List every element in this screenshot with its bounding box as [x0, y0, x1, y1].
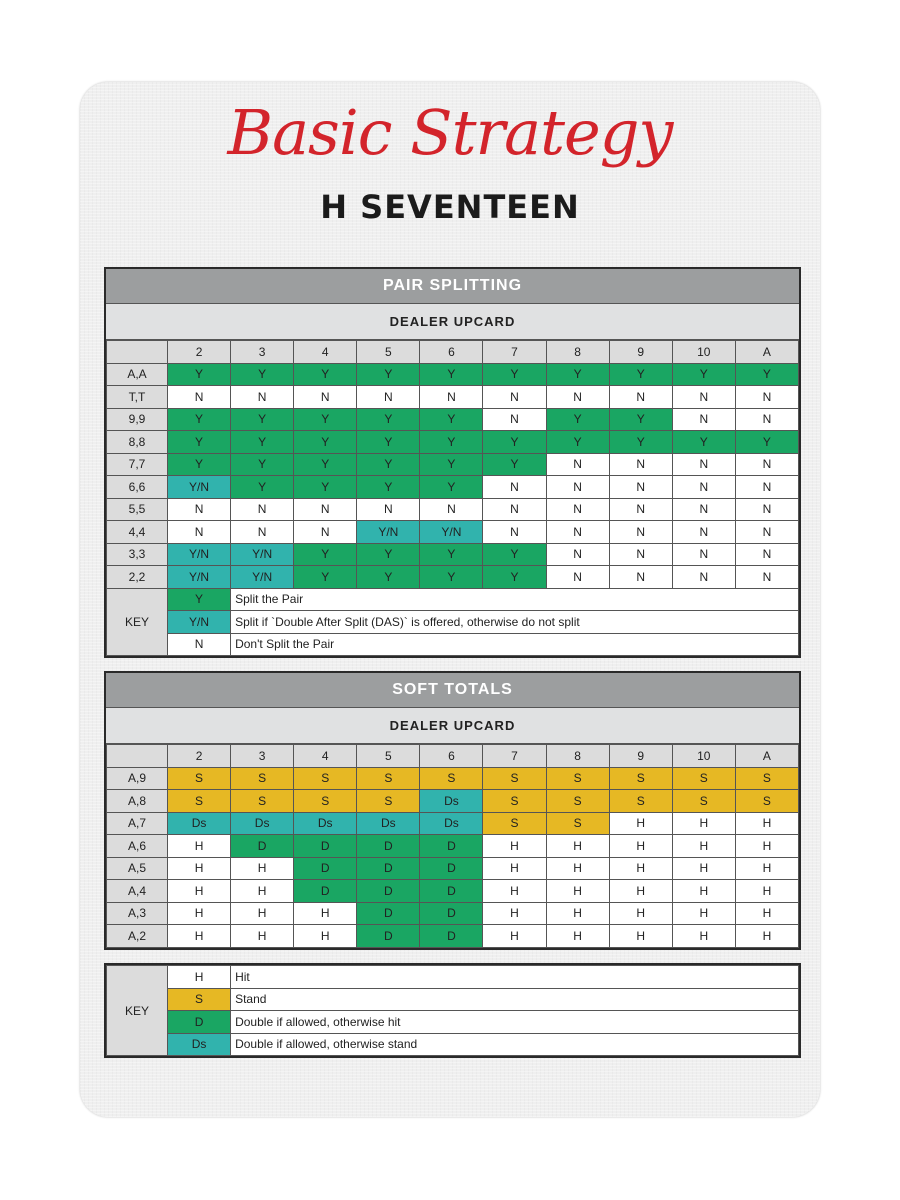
pair-cell: N [168, 521, 231, 544]
pair-cell: N [672, 543, 735, 566]
soft-cell: H [546, 880, 609, 903]
soft-cell: Ds [294, 812, 357, 835]
soft-cell: Ds [231, 812, 294, 835]
pair-cell: Y [294, 566, 357, 589]
soft-key-description: Stand [231, 988, 799, 1011]
soft-cell: H [168, 880, 231, 903]
pair-cell: Y [231, 476, 294, 499]
soft-cell: H [672, 925, 735, 948]
soft-cell: H [168, 857, 231, 880]
soft-cell: D [357, 902, 420, 925]
soft-cell: D [294, 880, 357, 903]
pair-cell: N [672, 453, 735, 476]
pair-cell: N [294, 521, 357, 544]
soft-cell: H [231, 857, 294, 880]
pair-cell: N [483, 521, 546, 544]
pair-cell: N [546, 566, 609, 589]
column-header-3: 3 [231, 745, 294, 768]
soft-cell: S [420, 767, 483, 790]
column-header-2: 2 [168, 745, 231, 768]
pair-cell: N [483, 408, 546, 431]
soft-cell: S [168, 767, 231, 790]
pair-key-description: Split if `Double After Split (DAS)` is offered, otherwise do not split [231, 611, 799, 634]
pair-splitting-section [104, 267, 801, 658]
pair-cell: Y [168, 363, 231, 386]
column-header-9: 9 [609, 341, 672, 364]
table-row [107, 521, 799, 544]
pair-cell: N [735, 453, 798, 476]
pair-cell: Y [231, 408, 294, 431]
soft-cell: H [609, 925, 672, 948]
pair-cell: N [231, 386, 294, 409]
table-row [107, 543, 799, 566]
soft-key-code: Ds [168, 1033, 231, 1056]
soft-cell: S [357, 790, 420, 813]
pair-cell: Y [483, 543, 546, 566]
soft-cell: H [546, 902, 609, 925]
pair-cell: Y/N [168, 543, 231, 566]
pair-cell: Y [546, 363, 609, 386]
pair-cell: Y [420, 476, 483, 499]
soft-cell: H [231, 925, 294, 948]
pair-cell: N [420, 498, 483, 521]
pair-cell: Y [672, 363, 735, 386]
pair-cell: N [609, 521, 672, 544]
soft-cell: H [231, 902, 294, 925]
soft-cell: H [483, 857, 546, 880]
row-header: A,8 [107, 790, 168, 813]
table-row [107, 363, 799, 386]
pair-cell: Y/N [168, 476, 231, 499]
soft-totals-section [104, 671, 801, 950]
pair-cell: Y [294, 363, 357, 386]
soft-cell: S [483, 767, 546, 790]
pair-cell: Y [420, 453, 483, 476]
table-row [107, 431, 799, 454]
row-header: A,6 [107, 835, 168, 858]
pair-cell: N [546, 498, 609, 521]
pair-cell: Y [546, 408, 609, 431]
soft-cell: Ds [357, 812, 420, 835]
pair-cell: Y [357, 363, 420, 386]
pair-cell: Y [483, 431, 546, 454]
soft-cell: S [294, 767, 357, 790]
soft-cell: H [735, 835, 798, 858]
pair-cell: N [609, 566, 672, 589]
soft-cell: S [546, 790, 609, 813]
soft-cell: H [672, 880, 735, 903]
soft-cell: D [294, 857, 357, 880]
soft-cell: S [483, 790, 546, 813]
pair-cell: Y [483, 363, 546, 386]
pair-cell: N [609, 498, 672, 521]
pair-cell: N [735, 498, 798, 521]
pair-cell: N [609, 386, 672, 409]
row-header: 7,7 [107, 453, 168, 476]
soft-cell: H [609, 880, 672, 903]
script-title: Basic Strategy [227, 96, 673, 169]
soft-cell: H [609, 902, 672, 925]
pair-cell: N [357, 386, 420, 409]
table-row [107, 453, 799, 476]
soft-cell: H [168, 925, 231, 948]
soft-cell: D [231, 835, 294, 858]
pair-cell: N [735, 476, 798, 499]
pair-cell: Y [357, 543, 420, 566]
column-header-4: 4 [294, 745, 357, 768]
pair-cell: N [672, 498, 735, 521]
soft-cell: H [672, 835, 735, 858]
column-header-3: 3 [231, 341, 294, 364]
soft-cell: D [420, 880, 483, 903]
pair-cell: Y/N [168, 566, 231, 589]
pair-cell: Y [609, 431, 672, 454]
pair-cell: N [735, 543, 798, 566]
pair-cell: Y [357, 453, 420, 476]
pair-cell: Y [168, 408, 231, 431]
soft-cell: H [609, 812, 672, 835]
pair-cell: Y [420, 363, 483, 386]
soft-cell: D [294, 835, 357, 858]
soft-cell: S [546, 812, 609, 835]
pair-cell: N [735, 386, 798, 409]
row-header: A,5 [107, 857, 168, 880]
pair-cell: Y [483, 453, 546, 476]
pair-cell: Y [294, 431, 357, 454]
pair-cell: N [294, 498, 357, 521]
pair-cell: Y [294, 543, 357, 566]
soft-key-description: Double if allowed, otherwise stand [231, 1033, 799, 1056]
soft-key-row [107, 1033, 799, 1056]
soft-cell: H [483, 835, 546, 858]
row-header: 5,5 [107, 498, 168, 521]
pair-cell: Y [420, 431, 483, 454]
pair-cell: Y [168, 453, 231, 476]
soft-key-label: KEY [107, 966, 168, 1056]
pair-cell: Y [357, 408, 420, 431]
pair-key-label: KEY [107, 588, 168, 656]
soft-cell: H [735, 902, 798, 925]
pair-key-code: Y [168, 588, 231, 611]
pair-cell: N [609, 476, 672, 499]
soft-key-description: Double if allowed, otherwise hit [231, 1011, 799, 1034]
column-header-8: 8 [546, 745, 609, 768]
row-header: A,4 [107, 880, 168, 903]
table-row [107, 880, 799, 903]
soft-cell: S [231, 767, 294, 790]
pair-cell: Y [294, 476, 357, 499]
column-header-5: 5 [357, 341, 420, 364]
soft-key-code: S [168, 988, 231, 1011]
pair-dealer-upcard-header: DEALER UPCARD [106, 304, 799, 340]
row-header: 8,8 [107, 431, 168, 454]
pair-cell: N [546, 543, 609, 566]
row-header: A,3 [107, 902, 168, 925]
pair-cell: Y [483, 566, 546, 589]
pair-cell: N [483, 386, 546, 409]
soft-totals-table [106, 744, 799, 948]
table-row [107, 386, 799, 409]
soft-cell: D [420, 925, 483, 948]
soft-cell: Ds [420, 812, 483, 835]
table-row [107, 498, 799, 521]
pair-cell: N [672, 408, 735, 431]
pair-key-row [107, 588, 799, 611]
table-row [107, 925, 799, 948]
pair-cell: N [168, 498, 231, 521]
pair-cell: N [357, 498, 420, 521]
soft-cell: D [420, 902, 483, 925]
pair-cell: Y [420, 566, 483, 589]
pair-cell: Y [231, 363, 294, 386]
pair-cell: Y/N [357, 521, 420, 544]
row-header: A,9 [107, 767, 168, 790]
column-header-10: 10 [672, 341, 735, 364]
table-row [107, 566, 799, 589]
soft-cell: D [420, 835, 483, 858]
soft-cell: S [672, 790, 735, 813]
soft-cell: S [609, 767, 672, 790]
pair-cell: N [672, 521, 735, 544]
soft-cell: S [735, 790, 798, 813]
subtitle: H SEVENTEEN [320, 188, 580, 226]
soft-cell: H [735, 857, 798, 880]
pair-cell: N [420, 386, 483, 409]
table-row [107, 857, 799, 880]
soft-cell: H [483, 880, 546, 903]
soft-cell: H [231, 880, 294, 903]
soft-cell: S [735, 767, 798, 790]
soft-cell: H [735, 880, 798, 903]
soft-cell: H [546, 835, 609, 858]
pair-cell: Y [294, 408, 357, 431]
soft-cell: H [609, 835, 672, 858]
soft-key-row [107, 1011, 799, 1034]
soft-cell: S [672, 767, 735, 790]
soft-cell: Ds [168, 812, 231, 835]
column-header-7: 7 [483, 745, 546, 768]
soft-cell: H [735, 925, 798, 948]
column-header-A: A [735, 745, 798, 768]
pair-cell: N [546, 521, 609, 544]
pair-key-code: Y/N [168, 611, 231, 634]
column-header-10: 10 [672, 745, 735, 768]
row-header: A,2 [107, 925, 168, 948]
pair-key-row [107, 611, 799, 634]
soft-cell: H [483, 925, 546, 948]
soft-key-row [107, 966, 799, 989]
pair-cell: N [231, 521, 294, 544]
pair-cell: N [672, 476, 735, 499]
pair-cell: N [735, 408, 798, 431]
pair-cell: N [483, 476, 546, 499]
pair-cell: Y [546, 431, 609, 454]
soft-cell: H [672, 812, 735, 835]
pair-key-description: Don't Split the Pair [231, 633, 799, 656]
column-header-6: 6 [420, 745, 483, 768]
column-header-2: 2 [168, 341, 231, 364]
soft-cell: H [546, 857, 609, 880]
pair-cell: N [168, 386, 231, 409]
pair-cell: N [672, 386, 735, 409]
pair-cell: N [735, 521, 798, 544]
pair-splitting-table [106, 340, 799, 656]
pair-cell: Y [609, 363, 672, 386]
pair-cell: Y [231, 453, 294, 476]
pair-cell: Y [231, 431, 294, 454]
soft-cell: H [672, 902, 735, 925]
pair-cell: Y/N [420, 521, 483, 544]
column-header-6: 6 [420, 341, 483, 364]
row-header: 9,9 [107, 408, 168, 431]
row-header: 2,2 [107, 566, 168, 589]
soft-cell: S [546, 767, 609, 790]
soft-cell: H [483, 902, 546, 925]
table-row [107, 790, 799, 813]
soft-cell: S [168, 790, 231, 813]
pair-cell: N [483, 498, 546, 521]
soft-cell: Ds [420, 790, 483, 813]
column-header-4: 4 [294, 341, 357, 364]
pair-cell: Y [735, 431, 798, 454]
pair-cell: Y/N [231, 566, 294, 589]
soft-key-row [107, 988, 799, 1011]
column-header-5: 5 [357, 745, 420, 768]
table-corner [107, 341, 168, 364]
pair-cell: Y [294, 453, 357, 476]
pair-key-code: N [168, 633, 231, 656]
table-row [107, 476, 799, 499]
table-row [107, 812, 799, 835]
pair-cell: Y [609, 408, 672, 431]
soft-cell: S [483, 812, 546, 835]
soft-key-code: H [168, 966, 231, 989]
soft-cell: H [546, 925, 609, 948]
pair-cell: Y/N [231, 543, 294, 566]
pair-cell: N [546, 386, 609, 409]
pair-cell: N [294, 386, 357, 409]
pair-cell: N [735, 566, 798, 589]
pair-cell: N [231, 498, 294, 521]
pair-cell: Y [672, 431, 735, 454]
pair-cell: Y [735, 363, 798, 386]
soft-cell: S [609, 790, 672, 813]
pair-key-row [107, 633, 799, 656]
soft-totals-title: SOFT TOTALS [106, 673, 799, 708]
column-header-9: 9 [609, 745, 672, 768]
table-row [107, 902, 799, 925]
table-row [107, 767, 799, 790]
pair-cell: Y [357, 476, 420, 499]
soft-cell: S [231, 790, 294, 813]
soft-key-description: Hit [231, 966, 799, 989]
soft-cell: D [357, 835, 420, 858]
soft-cell: S [357, 767, 420, 790]
soft-cell: H [609, 857, 672, 880]
row-header: A,A [107, 363, 168, 386]
pair-cell: N [609, 453, 672, 476]
soft-key-table [106, 965, 799, 1056]
row-header: T,T [107, 386, 168, 409]
pair-splitting-title: PAIR SPLITTING [106, 269, 799, 304]
soft-cell: D [357, 925, 420, 948]
pair-cell: Y [420, 408, 483, 431]
soft-cell: S [294, 790, 357, 813]
row-header: 4,4 [107, 521, 168, 544]
row-header: 6,6 [107, 476, 168, 499]
soft-cell: D [420, 857, 483, 880]
column-header-8: 8 [546, 341, 609, 364]
table-corner [107, 745, 168, 768]
soft-cell: H [294, 925, 357, 948]
pair-cell: Y [420, 543, 483, 566]
soft-dealer-upcard-header: DEALER UPCARD [106, 708, 799, 744]
soft-key-section [104, 963, 801, 1058]
pair-key-description: Split the Pair [231, 588, 799, 611]
soft-key-code: D [168, 1011, 231, 1034]
soft-cell: H [735, 812, 798, 835]
pair-cell: N [609, 543, 672, 566]
pair-cell: N [546, 476, 609, 499]
soft-cell: D [357, 857, 420, 880]
pair-cell: N [546, 453, 609, 476]
pair-cell: Y [168, 431, 231, 454]
column-header-7: 7 [483, 341, 546, 364]
soft-cell: H [294, 902, 357, 925]
column-header-A: A [735, 341, 798, 364]
soft-cell: D [357, 880, 420, 903]
table-row [107, 835, 799, 858]
table-row [107, 408, 799, 431]
soft-cell: H [672, 857, 735, 880]
pair-cell: Y [357, 431, 420, 454]
row-header: 3,3 [107, 543, 168, 566]
row-header: A,7 [107, 812, 168, 835]
soft-cell: H [168, 902, 231, 925]
pair-cell: N [672, 566, 735, 589]
soft-cell: H [168, 835, 231, 858]
pair-cell: Y [357, 566, 420, 589]
